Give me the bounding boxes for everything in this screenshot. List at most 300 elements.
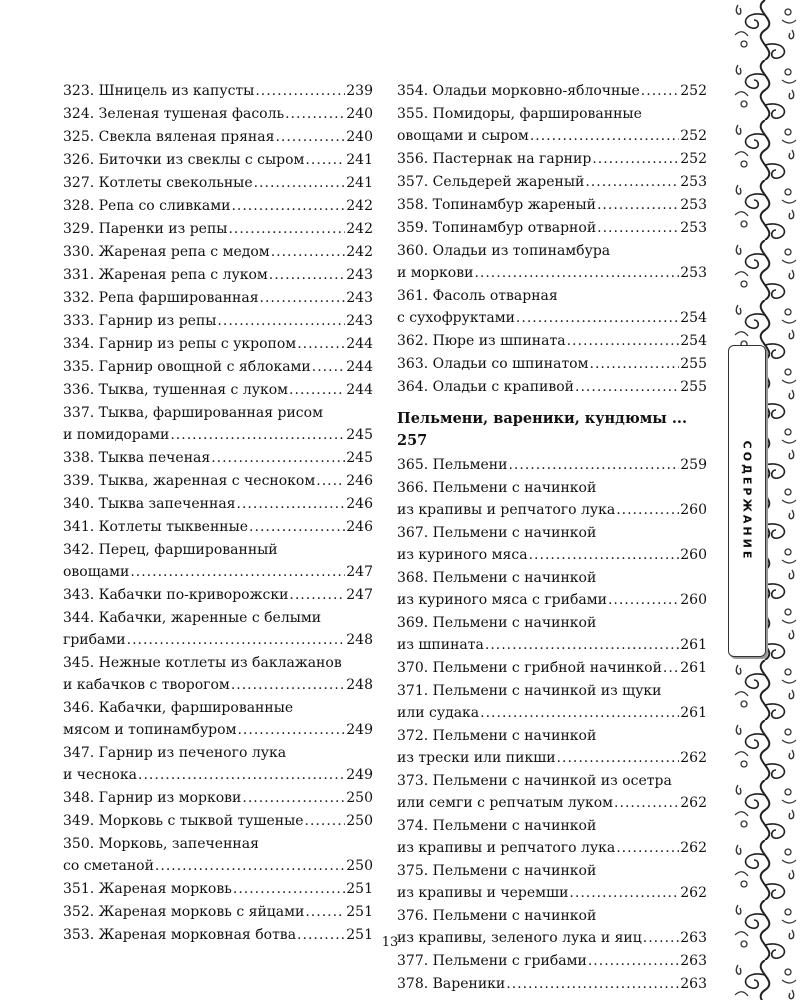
toc-entry-title: 369. Пельмени с начинкой (397, 615, 597, 631)
toc-entry-page: 254 (680, 333, 707, 349)
toc-entry-line (397, 80, 707, 102)
toc-entry-title: 349. Морковь с тыквой тушеные (63, 813, 304, 829)
dot-leader (608, 589, 679, 611)
toc-entry-line (63, 584, 373, 606)
toc-entry-line (397, 973, 707, 995)
toc-entry-line (397, 240, 707, 262)
toc-entry-line (397, 905, 707, 927)
toc-entry-title: из трески или пикши (397, 750, 556, 766)
toc-entry-title: из крапивы и черемши (397, 885, 569, 901)
dot-leader (231, 674, 345, 696)
toc-entry (397, 240, 707, 284)
toc-entry (63, 652, 373, 696)
toc-entry-page: 252 (680, 151, 707, 167)
toc-entry-line (397, 307, 707, 329)
toc-entry-title: 335. Гарнир овощной с яблоками (63, 359, 311, 375)
toc-entry-line (63, 787, 373, 809)
dot-leader (575, 376, 679, 398)
toc-entry (397, 454, 707, 476)
toc-entry-page: 261 (680, 637, 707, 653)
toc-entry-line (63, 742, 373, 764)
dot-leader (275, 126, 345, 148)
dot-leader (138, 764, 345, 786)
toc-entry-title: 329. Паренки из репы (63, 221, 228, 237)
dot-leader (228, 218, 345, 240)
toc-entry (63, 195, 373, 217)
toc-entry-title: 361. Фасоль отварная (397, 288, 558, 304)
toc-entry-line (397, 477, 707, 499)
toc-entry (63, 470, 373, 492)
toc-entry (63, 333, 373, 355)
toc-entry-page: 243 (346, 313, 373, 329)
toc-entry-line (397, 353, 707, 375)
toc-entry-page: 245 (346, 450, 373, 466)
dot-leader (614, 792, 679, 814)
toc-entry-line (397, 217, 707, 239)
toc-entry-title: 370. Пельмени с грибной начинкой (397, 660, 662, 676)
toc-entry-line (397, 747, 707, 769)
toc-entry-title: 362. Пюре из шпината (397, 333, 566, 349)
toc-entry-title: из куриного мяса с грибами (397, 592, 607, 608)
toc-entry-title: 358. Топинамбур жареный (397, 197, 596, 213)
dot-leader (155, 855, 345, 877)
toc-entry-line (63, 264, 373, 286)
toc-entry-page: 241 (346, 152, 373, 168)
toc-entry (63, 901, 373, 923)
toc-entry-page: 241 (346, 175, 373, 191)
toc-entry-page: 246 (346, 519, 373, 535)
toc-entry-page: 243 (346, 290, 373, 306)
toc-entry-title: грибами (63, 632, 126, 648)
toc-entry-line (397, 499, 707, 521)
dot-leader (516, 307, 679, 329)
dot-leader (508, 454, 679, 476)
toc-entry-page: 263 (680, 976, 707, 992)
toc-entry-line (397, 454, 707, 476)
toc-entry-line (63, 719, 373, 741)
dot-leader (641, 80, 679, 102)
toc-entry-title: 333. Гарнир из репы (63, 313, 217, 329)
toc-entry-page: 261 (680, 660, 707, 676)
toc-entry (63, 172, 373, 194)
toc-entry-page: 262 (680, 750, 707, 766)
toc-entry-title: 328. Репа со сливками (63, 198, 231, 214)
toc-entry-line (397, 376, 707, 398)
dot-leader (663, 657, 679, 679)
toc-entry-page: 251 (346, 927, 373, 943)
toc-entry-title: 326. Биточки из свеклы с сыром (63, 152, 305, 168)
toc-entry (63, 241, 373, 263)
toc-entry (63, 742, 373, 786)
toc-entry-title: 372. Пельмени с начинкой (397, 728, 597, 744)
toc-entry-line (397, 262, 707, 284)
toc-entry (63, 126, 373, 148)
toc-entry (397, 376, 707, 398)
toc-entry-page: 249 (346, 722, 373, 738)
toc-entry-title: 350. Морковь, запеченная (63, 836, 259, 852)
toc-entry-line (63, 855, 373, 877)
toc-entry (63, 356, 373, 378)
toc-entry-title: 374. Пельмени с начинкой (397, 818, 597, 834)
toc-entry-title: 357. Сельдерей жареный (397, 174, 585, 190)
dot-leader (474, 262, 679, 284)
toc-entry-line (63, 878, 373, 900)
toc-entry (63, 539, 373, 583)
dot-leader (529, 544, 680, 566)
toc-entry (63, 810, 373, 832)
toc-entry-title: 363. Оладьи со шпинатом (397, 356, 589, 372)
toc-entry-title: 364. Оладьи с крапивой (397, 379, 575, 395)
toc-entry-line (397, 950, 707, 972)
toc-entry-title: 348. Гарнир из моркови (63, 790, 242, 806)
dot-leader (312, 356, 346, 378)
toc-entry-page: 248 (346, 632, 373, 648)
dot-leader (569, 882, 679, 904)
toc-entry-title: мясом и топинамбуром (63, 722, 237, 738)
toc-entry-page: 253 (680, 265, 707, 281)
toc-entry-title: 324. Зеленая тушеная фасоль (63, 106, 285, 122)
toc-entry-title: из куриного мяса (397, 547, 528, 563)
toc-entry-title: 339. Тыква, жаренная с чесноком (63, 473, 316, 489)
toc-entry-line (63, 241, 373, 263)
toc-entry (63, 264, 373, 286)
dot-leader (217, 310, 345, 332)
toc-entry-title: из шпината (397, 637, 484, 653)
toc-entry-title: 377. Пельмени с грибами (397, 953, 587, 969)
dot-leader (305, 810, 346, 832)
toc-entry-page: 246 (346, 473, 373, 489)
toc-entry-line (63, 149, 373, 171)
toc-entry-title: из крапивы, зеленого лука и яиц (397, 930, 642, 946)
toc-entry-page: 260 (680, 502, 707, 518)
toc-entry (397, 860, 707, 904)
dot-leader (557, 747, 680, 769)
toc-entry-line (397, 285, 707, 307)
toc-entry (397, 950, 707, 972)
dot-leader (588, 950, 679, 972)
toc-entry-page: 255 (680, 379, 707, 395)
toc-entry-line (63, 310, 373, 332)
toc-entry (63, 493, 373, 515)
toc-entry (397, 171, 707, 193)
toc-entry-title: и помидорами (63, 427, 170, 443)
toc-entry-page: 253 (680, 174, 707, 190)
toc-entry (63, 103, 373, 125)
toc-entry-line (63, 764, 373, 786)
toc-entry-title: 343. Кабачки по-криворожски (63, 587, 289, 603)
dot-leader (485, 634, 679, 656)
toc-entry (63, 149, 373, 171)
dot-leader (127, 629, 346, 651)
toc-entry-line (63, 493, 373, 515)
toc-entry-page: 244 (346, 382, 373, 398)
toc-entry-title: 352. Жареная морковь с яйцами (63, 904, 305, 920)
toc-column-left (63, 80, 373, 947)
toc-entry-line (63, 516, 373, 538)
toc-entry-page: 239 (346, 83, 373, 99)
toc-entry-title: 323. Шницель из капусты (63, 83, 255, 99)
toc-entry-line (63, 470, 373, 492)
toc-entry-title: 365. Пельмени (397, 457, 508, 473)
toc-entry-line (397, 657, 707, 679)
dot-leader (130, 561, 345, 583)
toc-entry-line (63, 629, 373, 651)
dot-leader (480, 702, 679, 724)
dot-leader (242, 787, 345, 809)
dot-leader (249, 516, 345, 538)
toc-entry (63, 516, 373, 538)
toc-entry (63, 787, 373, 809)
dot-leader (285, 103, 345, 125)
dot-leader (170, 424, 345, 446)
toc-entry-page: 252 (680, 83, 707, 99)
toc-entry-title: овощами (63, 564, 130, 580)
toc-entry-line (63, 447, 373, 469)
toc-entry-page: 244 (346, 359, 373, 375)
dot-leader (289, 584, 345, 606)
toc-entry-title: 338. Тыква печеная (63, 450, 211, 466)
toc-entry-page: 254 (680, 310, 707, 326)
dot-leader (592, 148, 679, 170)
toc-entry-page: 248 (346, 677, 373, 693)
toc-entry-line (397, 330, 707, 352)
toc-entry-title: 373. Пельмени с начинкой из осетра (397, 773, 672, 789)
toc-entry-page: 262 (680, 885, 707, 901)
toc-entry (397, 725, 707, 769)
toc-entry (397, 815, 707, 859)
toc-entry-line (397, 634, 707, 656)
toc-entry-title: 371. Пельмени с начинкой из щуки (397, 683, 662, 699)
toc-entry-title: 353. Жареная морковная ботва (63, 927, 297, 943)
dot-leader (254, 172, 346, 194)
toc-entry-line (63, 356, 373, 378)
toc-entry-title: 337. Тыква, фаршированная рисом (63, 405, 323, 421)
toc-entry-line (63, 379, 373, 401)
dot-leader (260, 287, 346, 309)
toc-entry-page: 240 (346, 106, 373, 122)
toc-entry-line (397, 589, 707, 611)
side-tab-label: СОДЕРЖАНИЕ (740, 440, 754, 562)
toc-entry (63, 607, 373, 651)
toc-entry-page: 249 (346, 767, 373, 783)
toc-entry (63, 447, 373, 469)
toc-entry-title: 347. Гарнир из печеного лука (63, 745, 287, 761)
dot-leader (231, 195, 345, 217)
toc-entry-title: с сухофруктами (397, 310, 515, 326)
toc-entry-line (397, 194, 707, 216)
toc-entry-title: 325. Свекла вяленая пряная (63, 129, 275, 145)
toc-entry-title: 378. Вареники (397, 976, 506, 992)
toc-entry-line (63, 697, 373, 719)
dot-leader (269, 264, 345, 286)
toc-entry-page: 242 (346, 221, 373, 237)
toc-entry-line (397, 125, 707, 147)
toc-entry-line (63, 172, 373, 194)
toc-entry-page: 262 (680, 795, 707, 811)
toc-entry-title: 344. Кабачки, жаренные с белыми (63, 610, 322, 626)
toc-entry-page: 251 (346, 881, 373, 897)
toc-entry-title: 354. Оладьи морковно-яблочные (397, 83, 640, 99)
toc-entry-page: 263 (680, 953, 707, 969)
toc-entry-line (63, 218, 373, 240)
toc-entry-page: 253 (680, 197, 707, 213)
toc-entry (397, 330, 707, 352)
toc-entry-line (397, 544, 707, 566)
toc-entry-line (63, 287, 373, 309)
toc-entry-line (63, 810, 373, 832)
toc-entry-title: овощами и сыром (397, 128, 529, 144)
toc-entry-page: 260 (680, 547, 707, 563)
toc-entry-title: 332. Репа фаршированная (63, 290, 259, 306)
toc-entry-line (397, 702, 707, 724)
toc-entry-title: 368. Пельмени с начинкой (397, 570, 597, 586)
toc-entry-line (63, 424, 373, 446)
toc-entry-line (63, 652, 373, 674)
toc-entry-page: 250 (346, 813, 373, 829)
toc-entry-line (397, 522, 707, 544)
toc-entry (397, 194, 707, 216)
toc-entry (63, 379, 373, 401)
toc-entry (63, 697, 373, 741)
toc-entry-line (397, 567, 707, 589)
toc-entry (397, 567, 707, 611)
toc-entry-page: 250 (346, 790, 373, 806)
toc-entry-page: 247 (346, 587, 373, 603)
toc-entry-title: 356. Пастернак на гарнир (397, 151, 592, 167)
toc-entry-page: 263 (680, 930, 707, 946)
dot-leader (597, 194, 679, 216)
dot-leader (316, 470, 345, 492)
toc-entry-page: 260 (680, 592, 707, 608)
dot-leader (297, 333, 345, 355)
toc-entry (63, 218, 373, 240)
dot-leader (530, 125, 679, 147)
toc-entry-page: 245 (346, 427, 373, 443)
toc-entry-page: 259 (680, 457, 707, 473)
dot-leader (233, 878, 345, 900)
toc-entry-line (63, 333, 373, 355)
toc-entry (63, 878, 373, 900)
toc-entry-title: 334. Гарнир из репы с укропом (63, 336, 297, 352)
dot-leader (506, 973, 679, 995)
toc-entry-title: из крапивы и репчатого лука (397, 840, 616, 856)
toc-entry (397, 477, 707, 521)
toc-entry-line (397, 148, 707, 170)
toc-entry-line (397, 171, 707, 193)
toc-entry-title: 330. Жареная репа с медом (63, 244, 270, 260)
toc-entry-line (63, 402, 373, 424)
toc-entry (63, 584, 373, 606)
toc-entry (397, 657, 707, 679)
dot-leader (289, 379, 345, 401)
toc-entry-line (63, 126, 373, 148)
toc-entry-line (63, 195, 373, 217)
toc-entry-line (63, 561, 373, 583)
toc-entry (397, 612, 707, 656)
toc-entry-page: 240 (346, 129, 373, 145)
toc-entry-title: 351. Жареная морковь (63, 881, 232, 897)
toc-entry-line (397, 882, 707, 904)
dot-leader (237, 719, 345, 741)
toc-entry-line (63, 80, 373, 102)
toc-entry-title: 355. Помидоры, фаршированные (397, 106, 642, 122)
page-number: 13 (381, 935, 399, 950)
toc-entry-page: 243 (346, 267, 373, 283)
toc-entry-title: из крапивы и репчатого лука (397, 502, 616, 518)
toc-entry-line (63, 607, 373, 629)
toc-entry (63, 287, 373, 309)
dot-leader (616, 837, 679, 859)
toc-entry-page: 247 (346, 564, 373, 580)
toc-entry (397, 217, 707, 239)
toc-entry-title: или судака (397, 705, 480, 721)
toc-entry-line (397, 725, 707, 747)
toc-entry-title: или семги с репчатым луком (397, 795, 614, 811)
dot-leader (597, 217, 679, 239)
toc-column-right (397, 80, 707, 996)
toc-entry-title: 366. Пельмени с начинкой (397, 480, 597, 496)
toc-entry-page: 242 (346, 244, 373, 260)
toc-entry-title: 346. Кабачки, фаршированные (63, 700, 294, 716)
toc-entry-page: 252 (680, 128, 707, 144)
toc-entry-title: 340. Тыква запеченная (63, 496, 236, 512)
toc-entry-line (63, 103, 373, 125)
toc-entry-title: 375. Пельмени с начинкой (397, 863, 597, 879)
toc-entry-line (397, 612, 707, 634)
toc-entry-page: 262 (680, 840, 707, 856)
toc-entry-title: 327. Котлеты свекольные (63, 175, 253, 191)
toc-entry-page: 253 (680, 220, 707, 236)
toc-entry-title: 336. Тыква, тушенная с луком (63, 382, 289, 398)
toc-entry-page: 250 (346, 858, 373, 874)
toc-entry (63, 310, 373, 332)
toc-entry-title: 367. Пельмени с начинкой (397, 525, 597, 541)
toc-entry (397, 148, 707, 170)
toc-entry-line (63, 674, 373, 696)
dot-leader (585, 171, 679, 193)
dot-leader (271, 241, 346, 263)
toc-entry (63, 833, 373, 877)
toc-entry-title: и моркови (397, 265, 474, 281)
toc-entry (397, 973, 707, 995)
toc-entry-line (397, 837, 707, 859)
toc-entry-line (63, 901, 373, 923)
toc-entry-line (397, 770, 707, 792)
toc-entry-title: и чеснока (63, 767, 138, 783)
toc-entry-line (63, 833, 373, 855)
toc-entry-title: со сметаной (63, 858, 154, 874)
dot-leader (616, 499, 679, 521)
toc-entry (397, 680, 707, 724)
toc-entry-title: 342. Перец, фаршированный (63, 542, 278, 558)
toc-entry-page: 261 (680, 705, 707, 721)
toc-entry-page: 251 (346, 904, 373, 920)
toc-entry (63, 402, 373, 446)
dot-leader (305, 149, 345, 171)
toc-entry (397, 80, 707, 102)
side-section-tab (728, 345, 766, 657)
toc-entry-title: 341. Котлеты тыквенные (63, 519, 249, 535)
toc-entry-line (397, 860, 707, 882)
toc-entry-line (397, 103, 707, 125)
toc-entry-line (397, 815, 707, 837)
toc-entry (397, 285, 707, 329)
toc-entry-line (63, 539, 373, 561)
toc-entry-title: 331. Жареная репа с луком (63, 267, 268, 283)
toc-entry-page: 242 (346, 198, 373, 214)
dot-leader (255, 80, 345, 102)
toc-entry (397, 353, 707, 375)
